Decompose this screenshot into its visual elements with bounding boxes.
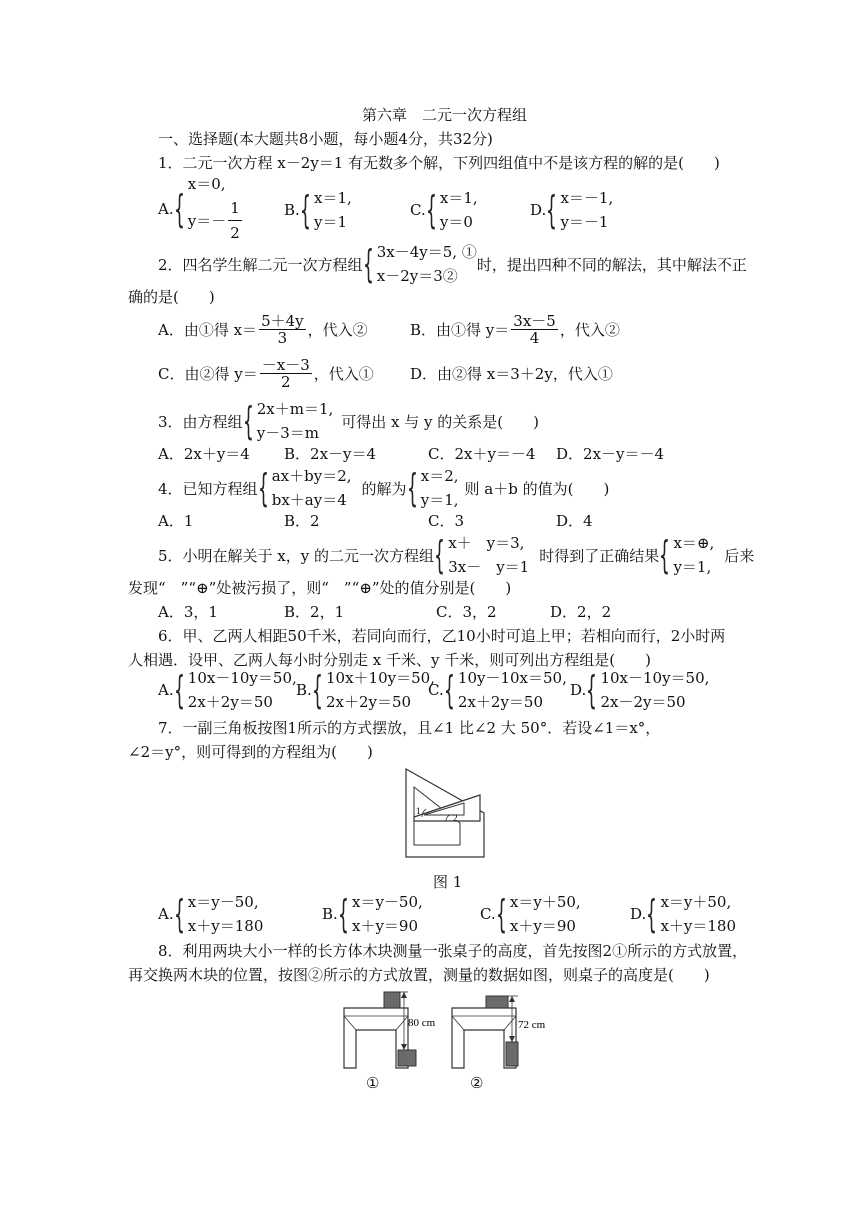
q3-pre: 3．由方程组 xyxy=(158,412,243,431)
q3-sys-row1: 2x＋m＝1, xyxy=(256,400,334,418)
brace-icon: { xyxy=(443,668,455,712)
q4-option-c[interactable]: C．3 xyxy=(428,512,465,530)
q6-option-b[interactable] xyxy=(296,666,435,714)
brace-icon: { xyxy=(337,892,349,936)
q7-d-row2: x＋y＝180 xyxy=(660,917,737,935)
brace-icon: { xyxy=(173,668,185,712)
q3-option-d[interactable]: D．2x－y＝－4 xyxy=(556,445,665,463)
q4-pre: 4．已知方程组 xyxy=(158,479,258,498)
brace-icon: { xyxy=(434,533,445,577)
q4-sys-row1: ax＋by＝2, xyxy=(271,467,352,485)
page-title: 第六章 二元一次方程组 xyxy=(362,106,528,124)
wood-block-bottom-1 xyxy=(398,1050,416,1066)
q6-b-row2: 2x＋2y＝50 xyxy=(325,693,412,711)
q7-b-row1: x＝y－50, xyxy=(351,893,423,911)
brace-icon: { xyxy=(173,186,185,231)
q6-option-d[interactable] xyxy=(570,666,709,714)
q6-d-row2: 2x－2y＝50 xyxy=(600,693,686,711)
q1-b-row1: x＝1, xyxy=(313,189,352,207)
q4-sys-row2: bx＋ay＝4 xyxy=(271,491,347,509)
brace-icon: { xyxy=(311,668,323,712)
q2-c-pre: C．由②得 y＝ xyxy=(158,365,258,383)
q1-a-row1: x＝0, xyxy=(187,175,226,193)
q6-a-row2: 2x＋2y＝50 xyxy=(187,693,273,711)
q8-line1: 8．利用两块大小一样的长方体木块测量一张桌子的高度，首先按图2①所示的方式放置， xyxy=(158,942,748,960)
brace-icon: { xyxy=(299,188,311,232)
brace-icon: { xyxy=(546,188,558,232)
q6-line2: 人相遇．设甲、乙两人每小时分别走 x 千米、y 千米，则可列出方程组是( ) xyxy=(128,651,651,669)
q6-c-row2: 2x＋2y＝50 xyxy=(457,693,544,711)
q7-line1: 7．一副三角板按图1所示的方式摆放，且∠1 比∠2 大 50°．若设∠1＝x°， xyxy=(158,719,661,737)
q6-option-c[interactable] xyxy=(428,666,567,714)
q2-sys-row1: 3x－4y＝5, ① xyxy=(376,243,477,261)
q4-option-a[interactable]: A．1 xyxy=(158,512,194,530)
q5-sol-row2: y＝1, xyxy=(673,558,712,576)
q5-option-c[interactable]: C．3，2 xyxy=(436,603,497,621)
q7-d-row1: x＝y＋50, xyxy=(660,893,732,911)
q3-stem xyxy=(158,397,539,445)
q2-sys-row2: x－2y＝3② xyxy=(376,267,458,285)
section-heading: 一、选择题(本大题共8小题，每小题4分，共32分) xyxy=(158,130,493,148)
q5-option-d[interactable]: D．2，2 xyxy=(550,603,612,621)
q1-option-d[interactable] xyxy=(530,186,613,234)
q1-option-a[interactable] xyxy=(158,172,244,245)
q7-a-row2: x＋y＝180 xyxy=(187,917,264,935)
q2-option-d[interactable]: D．由②得 x＝3＋2y，代入① xyxy=(410,365,613,383)
brace-icon: { xyxy=(406,466,418,510)
q7-label-d: D. xyxy=(630,905,647,923)
q2-a-post: ，代入② xyxy=(307,321,368,339)
q2-c-post: ，代入① xyxy=(313,365,374,383)
q4-post: 则 a＋b 的值为( ) xyxy=(464,479,610,498)
q5-option-a[interactable]: A．3，1 xyxy=(158,603,218,621)
q6-option-a[interactable] xyxy=(158,666,297,714)
wood-block-top-2 xyxy=(486,996,508,1008)
q1-option-b[interactable] xyxy=(284,186,352,234)
q2-stem xyxy=(158,240,747,288)
q2-option-a[interactable] xyxy=(158,313,368,346)
q6-d-row1: 10x－10y＝50, xyxy=(600,669,710,687)
brace-icon: { xyxy=(257,466,269,510)
q2-option-c[interactable] xyxy=(158,357,374,390)
q6-label-b: B. xyxy=(296,681,312,699)
q7-option-b[interactable] xyxy=(322,890,423,938)
q1-c-row2: y＝0 xyxy=(439,213,473,231)
q1-d-row2: y＝－1 xyxy=(560,213,609,231)
angle2-mark: 2 xyxy=(453,813,458,823)
q8-line2: 再交换两木块的位置，按图②所示的方式放置，测量的数据如图，则桌子的高度是( ) xyxy=(128,966,710,984)
q5-pre: 5．小明在解关于 x，y 的二元一次方程组 xyxy=(158,546,435,565)
wood-block-top-1 xyxy=(384,992,400,1008)
brace-icon: { xyxy=(586,668,598,712)
q4-stem xyxy=(158,464,609,512)
q6-line1: 6．甲、乙两人相距50千米，若同向而行，乙10小时可追上甲；若相向而行，2小时两 xyxy=(158,627,726,645)
q3-option-b[interactable]: B．2x－y＝4 xyxy=(284,445,377,463)
q5-post: 后来 xyxy=(724,546,755,565)
q5-line2: 发现“ ”“⊕”处被污损了，则“ ”“⊕”处的值分别是( ) xyxy=(128,579,512,597)
q2-b-pre: B．由①得 y＝ xyxy=(410,321,510,339)
figure1-set-squares xyxy=(400,765,490,861)
q1-b-row2: y＝1 xyxy=(313,213,348,231)
measure-label-1: 80 cm xyxy=(408,1017,436,1029)
q7-option-c[interactable] xyxy=(480,890,581,938)
q3-option-c[interactable]: C．2x＋y＝－4 xyxy=(428,445,536,463)
figure1-caption: 图 1 xyxy=(433,873,463,891)
q5-mid: 时得到了正确结果 xyxy=(539,546,660,565)
brace-icon: { xyxy=(242,399,254,443)
q5-sys-row1: x＋ y＝3, xyxy=(448,534,525,552)
q1-a-fraction: $\frac{1}{2}$ xyxy=(228,196,242,245)
measure-label-2: 72 cm xyxy=(518,1019,546,1031)
q4-sol-row1: x＝2, xyxy=(420,467,459,485)
figure2-label-1: ① xyxy=(366,1074,380,1092)
q7-c-row1: x＝y＋50, xyxy=(509,893,581,911)
q3-option-a[interactable]: A．2x＋y＝4 xyxy=(158,445,250,463)
q4-option-b[interactable]: B．2 xyxy=(284,512,320,530)
q3-sys-row2: y－3＝m xyxy=(256,424,319,442)
q1-a-row2: y＝－ xyxy=(187,211,227,230)
q1-option-c[interactable] xyxy=(410,186,478,234)
q5-stem xyxy=(158,531,754,579)
q3-post: 可得出 x 与 y 的关系是( ) xyxy=(341,412,539,431)
q2-stem-post: 时，提出四种不同的解法，其中解法不正 xyxy=(476,255,747,274)
brace-icon: { xyxy=(173,892,185,936)
q1-label-c: C. xyxy=(410,201,426,219)
brace-icon: { xyxy=(495,892,507,936)
q6-a-row1: 10x－10y＝50, xyxy=(187,669,297,687)
q6-c-row1: 10y－10x＝50, xyxy=(457,669,567,687)
q4-mid: 的解为 xyxy=(361,479,407,498)
q1-c-row1: x＝1, xyxy=(439,189,478,207)
brace-icon: { xyxy=(425,188,437,232)
q7-label-c: C. xyxy=(480,905,496,923)
q2-stem-line2: 确的是( ) xyxy=(128,288,215,306)
q5-sol-row1: x＝⊕, xyxy=(673,534,715,552)
q1-stem: 1．二元一次方程 x－2y＝1 有无数多个解，下列四组值中不是该方程的解的是( ) xyxy=(158,154,720,172)
q7-option-a[interactable] xyxy=(158,890,263,938)
q4-option-d[interactable]: D．4 xyxy=(556,512,593,530)
q2-b-post: ，代入② xyxy=(559,321,620,339)
q2-b-fraction: $\frac{3x-5}{4}$ xyxy=(513,312,556,347)
q7-label-b: B. xyxy=(322,905,338,923)
brace-icon: { xyxy=(659,533,671,577)
q1-label-d: D. xyxy=(530,201,547,219)
q6-label-a: A. xyxy=(158,681,174,699)
q7-a-row1: x＝y－50, xyxy=(187,893,259,911)
q2-c-fraction: $\frac{-x-3}{2}$ xyxy=(261,356,310,391)
wood-block-bottom-2 xyxy=(506,1042,518,1066)
brace-icon: { xyxy=(362,242,374,286)
q5-option-b[interactable]: B．2，1 xyxy=(284,603,345,621)
q7-line2: ∠2＝y°，则可得到的方程组为( ) xyxy=(128,743,373,761)
q2-a-fraction: $\frac{5+4y}{3}$ xyxy=(261,312,304,347)
q2-option-b[interactable] xyxy=(410,313,620,346)
q1-d-row1: x＝－1, xyxy=(560,189,614,207)
q7-option-d[interactable] xyxy=(630,890,736,938)
q7-c-row2: x＋y＝90 xyxy=(509,917,576,935)
q1-label-b: B. xyxy=(284,201,300,219)
q1-label-a: A. xyxy=(158,199,174,218)
q6-b-row1: 10x＋10y＝50, xyxy=(325,669,435,687)
q7-label-a: A. xyxy=(158,905,174,923)
figure2-label-2: ② xyxy=(470,1074,484,1092)
q2-stem-pre: 2．四名学生解二元一次方程组 xyxy=(158,255,363,274)
q4-sol-row2: y＝1, xyxy=(420,491,459,509)
q5-sys-row2: 3x－ y＝1 xyxy=(448,558,530,576)
angle1-mark: 1 xyxy=(416,806,421,816)
figure2-setup2 xyxy=(448,990,568,1070)
q6-label-c: C. xyxy=(428,681,444,699)
q7-b-row2: x＋y＝90 xyxy=(351,917,419,935)
brace-icon: { xyxy=(646,892,658,936)
q2-a-pre: A．由①得 x＝ xyxy=(158,321,258,339)
q6-label-d: D. xyxy=(570,681,587,699)
